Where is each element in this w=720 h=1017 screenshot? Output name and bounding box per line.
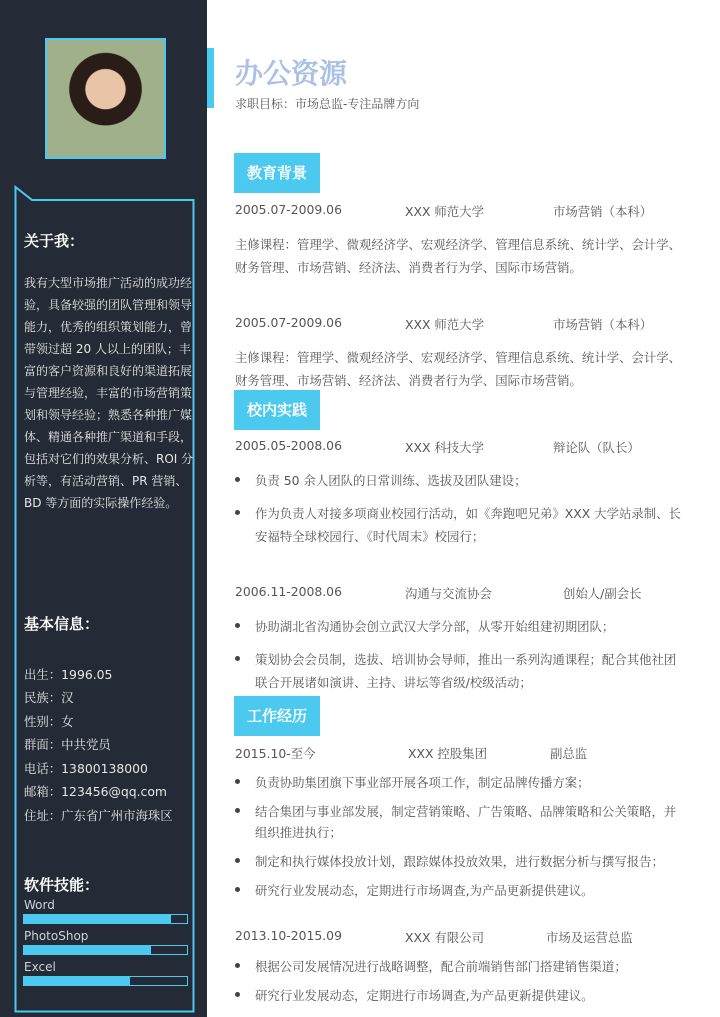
skill-fill [24, 946, 151, 954]
profile-photo [45, 38, 166, 159]
section-work: 工作经历 [234, 696, 320, 736]
info-birth: 出生：1996.05 [24, 667, 113, 682]
info-gender: 性别：女 [24, 714, 74, 729]
edu-date: 2005.07-2009.06 [235, 315, 342, 330]
bullet-icon [235, 992, 240, 997]
campus-bullet: 安福特全球校园行、《时代周末》校园行； [255, 529, 485, 544]
work-bullet: 结合集团与事业部发展，制定营销策略、广告策略、品牌策略和公关策略，并 [255, 804, 677, 819]
bullet-icon [235, 963, 240, 968]
edu-school: XXX 师范大学 [405, 317, 484, 332]
about-title: 关于我： [24, 232, 85, 250]
bullet-icon [235, 808, 240, 813]
campus-org: XXX 科技大学 [405, 440, 484, 455]
campus-bullet: 作为负责人对接多项商业校园行活动，如《奔跑吧兄弟》XXX 大学站录制、长 [255, 506, 681, 521]
bullet-icon [235, 510, 240, 515]
bullet-icon [235, 656, 240, 661]
edu-courses: 财务管理、市场营销、经济法、消费者行为学、国际市场营销。 [235, 260, 582, 275]
work-role: 市场及运营总监 [546, 930, 633, 945]
bullet-icon [235, 623, 240, 628]
edu-school: XXX 师范大学 [405, 204, 484, 219]
campus-org: 沟通与交流协会 [405, 586, 492, 601]
info-address: 住址：广东省广州市海珠区 [24, 808, 173, 823]
edu-courses: 财务管理、市场营销、经济法、消费者行为学、国际市场营销。 [235, 373, 582, 388]
job-goal: 求职目标：市场总监-专注品牌方向 [235, 97, 420, 111]
work-org: XXX 有限公司 [405, 930, 484, 945]
work-date: 2013.10-2015.09 [235, 928, 342, 943]
work-bullet: 负责协助集团旗下事业部开展各项工作，制定品牌传播方案； [255, 775, 590, 790]
campus-bullet: 策划协会会员制，选拔、培训协会导师，推出一系列沟通课程；配合其他社团 [255, 652, 677, 667]
edu-date: 2005.07-2009.06 [235, 202, 342, 217]
name-title: 办公资源 [235, 57, 348, 90]
info-phone: 电话：13800138000 [24, 761, 148, 776]
work-bullet: 制定和执行媒体投放计划，跟踪媒体投放效果，进行数据分析与撰写报告； [255, 854, 664, 869]
work-bullet: 研究行业发展动态，定期进行市场调查,为产品更新提供建议。 [255, 883, 594, 898]
section-education: 教育背景 [234, 153, 320, 193]
skill-label: Word [24, 898, 55, 912]
title-accent-bar [207, 48, 214, 108]
info-party: 群面：中共党员 [24, 737, 111, 752]
campus-bullet: 联合开展诸如演讲、主持、讲坛等省级/校级活动； [255, 675, 532, 690]
info-title: 基本信息： [24, 615, 100, 633]
sidebar [0, 0, 207, 1017]
campus-role: 创始人/副会长 [563, 586, 642, 601]
campus-bullet: 负责 50 余人团队的日常训练、选拔及团队建设； [255, 473, 527, 488]
bullet-icon [235, 779, 240, 784]
skill-bar [23, 976, 188, 986]
work-date: 2015.10-至今 [235, 746, 316, 761]
edu-courses: 主修课程：管理学、微观经济学、宏观经济学、管理信息系统、统计学、会计学、 [235, 237, 682, 252]
skill-bar [23, 945, 188, 955]
skill-fill [24, 977, 130, 985]
skill-label: PhotoShop [24, 929, 89, 943]
work-role: 副总监 [550, 746, 588, 761]
info-email: 邮箱：123456@qq.com [24, 784, 167, 799]
skill-label: Excel [24, 960, 56, 974]
edu-major: 市场营销（本科） [553, 204, 653, 219]
work-org: XXX 控股集团 [408, 746, 487, 761]
work-bullet: 研究行业发展动态，定期进行市场调查,为产品更新提供建议。 [255, 988, 594, 1003]
bullet-icon [235, 858, 240, 863]
campus-role: 辩论队（队长） [553, 440, 640, 455]
work-bullet: 根据公司发展情况进行战略调整，配合前端销售部门搭建销售渠道； [255, 959, 627, 974]
edu-courses: 主修课程：管理学、微观经济学、宏观经济学、管理信息系统、统计学、会计学、 [235, 350, 682, 365]
skill-bar [23, 914, 188, 924]
about-text: 我有大型市场推广活动的成功经验，具备较强的团队管理和领导能力，优秀的组织策划能力，曾带领过超 20 人以上的团队；丰富的客户资源和良好的渠道拓展与管理经验，丰富的市场营销策划和领导经验；熟悉各种推广媒体、精通各种推广渠道和手段，包括对它们的效果分析、ROI 分析等，有活动营销、PR 营销、BD 等方面的实际操作经验。 [24, 276, 194, 510]
campus-date: 2006.11-2008.06 [235, 584, 342, 599]
section-campus: 校内实践 [234, 390, 320, 430]
edu-major: 市场营销（本科） [553, 317, 653, 332]
skill-fill [24, 915, 171, 923]
work-bullet: 组织推进执行； [255, 825, 342, 840]
campus-date: 2005.05-2008.06 [235, 438, 342, 453]
bullet-icon [235, 477, 240, 482]
skills-title: 软件技能： [24, 876, 100, 894]
info-ethnicity: 民族：汉 [24, 690, 74, 705]
campus-bullet: 协助湖北省沟通协会创立武汉大学分部，从零开始组建初期团队； [255, 619, 615, 634]
bullet-icon [235, 887, 240, 892]
